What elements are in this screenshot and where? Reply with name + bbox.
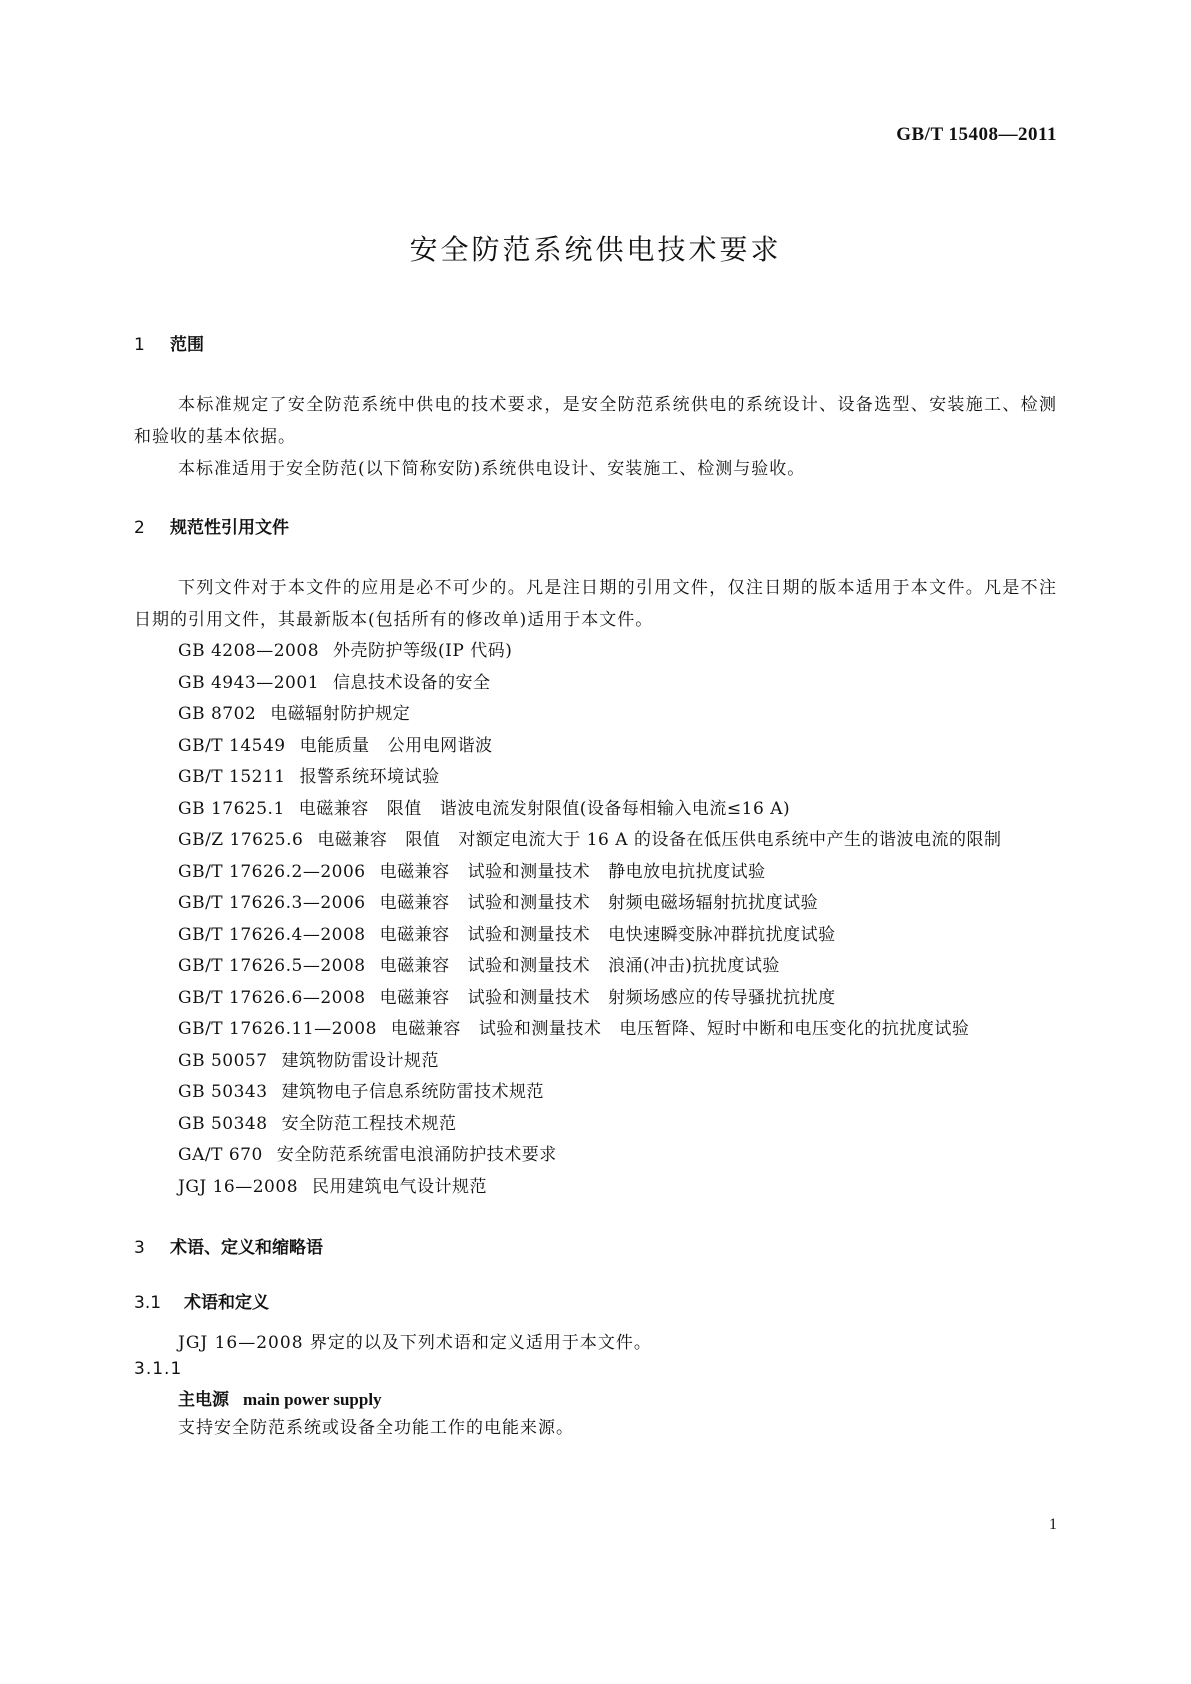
section-2-heading bbox=[134, 513, 1057, 538]
term-en: main power supply bbox=[243, 1390, 382, 1409]
section-number: 3 bbox=[134, 1238, 145, 1258]
section-title: 术语、定义和缩略语 bbox=[170, 1238, 323, 1258]
reference-item: GB 8702 电磁辐射防护规定 bbox=[178, 704, 411, 724]
reference-item: GB/T 15211 报警系统环境试验 bbox=[178, 767, 440, 787]
term-number: 3.1.1 bbox=[134, 1359, 183, 1379]
reference-item: GB/Z 17625.6 电磁兼容 限值 对额定电流大于 16 A 的设备在低压供电系统中产生的谐波电流的限制 bbox=[178, 830, 1002, 850]
paragraph: JGJ 16—2008 界定的以及下列术语和定义适用于本文件。 bbox=[178, 1333, 652, 1353]
reference-item: GB/T 17626.3—2006 电磁兼容 试验和测量技术 射频电磁场辐射抗扰度试验 bbox=[178, 893, 819, 913]
term-definition: 支持安全防范系统或设备全功能工作的电能来源。 bbox=[178, 1418, 574, 1438]
paragraph: 下列文件对于本文件的应用是必不可少的。凡是注日期的引用文件，仅注日期的版本适用于本文件。凡是不注日期的引用文件，其最新版本(包括所有的修改单)适用于本文件。 bbox=[134, 578, 1057, 630]
paragraph: 本标准适用于安全防范(以下简称安防)系统供电设计、安装施工、检测与验收。 bbox=[178, 459, 806, 479]
section-number: 2 bbox=[134, 518, 145, 538]
reference-item: GB 50343 建筑物电子信息系统防雷技术规范 bbox=[178, 1082, 545, 1102]
section-title: 范围 bbox=[170, 335, 204, 355]
term-zh: 主电源 bbox=[178, 1390, 229, 1410]
subsection-number: 3.1 bbox=[134, 1293, 162, 1313]
term-heading bbox=[134, 1385, 1057, 1410]
reference-item: GB 50057 建筑物防雷设计规范 bbox=[178, 1050, 440, 1071]
page-number: 1 bbox=[1049, 1516, 1057, 1533]
subsection-title: 术语和定义 bbox=[184, 1293, 269, 1313]
reference-item: GB/T 17626.6—2008 电磁兼容 试验和测量技术 射频场感应的传导骚扰抗扰度 bbox=[178, 987, 836, 1008]
reference-item: GB 50348 安全防范工程技术规范 bbox=[178, 1113, 457, 1134]
reference-item: GA/T 670 安全防范系统雷电浪涌防护技术要求 bbox=[178, 1145, 557, 1165]
reference-item: JGJ 16—2008 民用建筑电气设计规范 bbox=[178, 1176, 488, 1197]
reference-item: GB 4943—2001 信息技术设备的安全 bbox=[178, 672, 491, 693]
reference-item: GB/T 14549 电能质量 公用电网谐波 bbox=[178, 735, 493, 756]
subsection-3-1-heading bbox=[134, 1288, 1057, 1313]
section-1-heading bbox=[134, 330, 1057, 355]
paragraph: 本标准规定了安全防范系统中供电的技术要求，是安全防范系统供电的系统设计、设备选型、安装施工、检测和验收的基本依据。 bbox=[134, 395, 1057, 447]
reference-item: GB/T 17626.2—2006 电磁兼容 试验和测量技术 静电放电抗扰度试验 bbox=[178, 861, 766, 882]
reference-list bbox=[134, 636, 1057, 1203]
document-body bbox=[134, 330, 1057, 1444]
reference-item: GB 17625.1 电磁兼容 限值 谐波电流发射限值(设备每相输入电流≤16 A) bbox=[178, 798, 791, 819]
reference-item: GB/T 17626.11—2008 电磁兼容 试验和测量技术 电压暂降、短时中断和电压变化的抗扰度试验 bbox=[178, 1019, 970, 1039]
reference-item: GB/T 17626.5—2008 电磁兼容 试验和测量技术 浪涌(冲击)抗扰度试验 bbox=[178, 956, 780, 976]
document-title: 安全防范系统供电技术要求 bbox=[409, 233, 782, 266]
reference-item: GB 4208—2008 外壳防护等级(IP 代码) bbox=[178, 641, 513, 661]
section-3-heading bbox=[134, 1233, 1057, 1258]
section-title: 规范性引用文件 bbox=[170, 518, 289, 538]
reference-item: GB/T 17626.4—2008 电磁兼容 试验和测量技术 电快速瞬变脉冲群抗扰度试验 bbox=[178, 924, 836, 945]
section-number: 1 bbox=[134, 335, 145, 355]
standard-code: GB/T 15408—2011 bbox=[896, 124, 1057, 145]
